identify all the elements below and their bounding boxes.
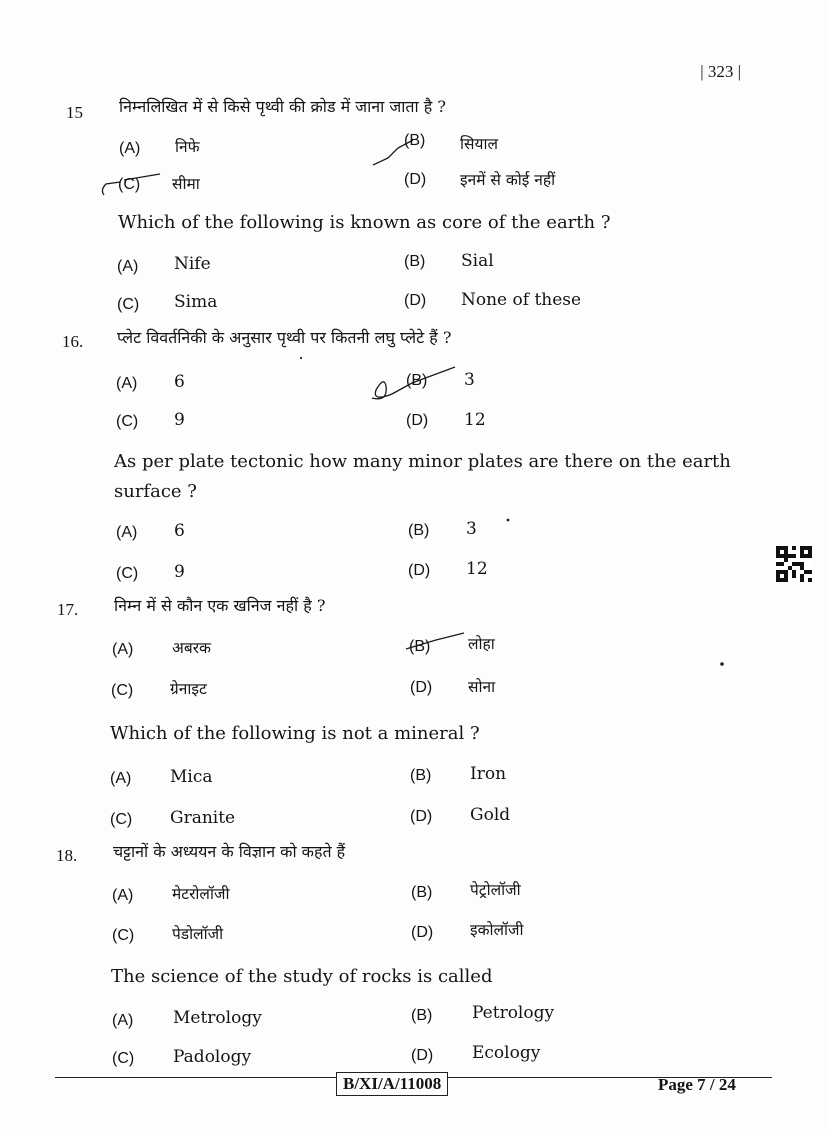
option-text: Metrology [173,1008,262,1028]
ink-dot [300,357,302,359]
option-label: (B) [411,884,433,901]
option-label: (A) [112,887,134,904]
option-label: (B) [406,372,428,389]
option-text: पेडोलॉजी [172,925,224,943]
option-text: सोना [468,678,496,696]
option-label: (C) [118,176,141,193]
question-text-english-line-1: As per plate tectonic how many minor plates are there on the earth [114,451,731,472]
question-number: 17. [57,600,79,619]
option-text: अबरक [172,639,211,657]
question-text-english-line-2: surface ? [114,481,197,502]
option-label: (B) [409,638,431,655]
option-text: Sial [461,251,494,271]
option-label: (D) [404,171,427,188]
option-label: (B) [404,132,426,149]
option-label: (D) [410,679,433,696]
page-indicator: Page 7 / 24 [658,1075,736,1094]
paper-code: B/XI/A/11008 [336,1072,448,1096]
question-text-hindi: निम्नलिखित में से किसे पृथ्वी की क्रोड में जाना जाता है ? [119,97,446,116]
option-label: (C) [111,682,134,699]
option-text: Petrology [472,1003,555,1023]
option-label: (C) [110,811,133,828]
option-text: None of these [461,290,582,310]
option-label: (D) [410,808,433,825]
ink-dot [720,662,724,666]
question-number: 16. [62,332,84,351]
option-label: (A) [116,524,138,541]
question-text-hindi: चट्टानों के अध्ययन के विज्ञान को कहते हैं [113,842,346,861]
option-label: (A) [112,1012,134,1029]
question-text-english: The science of the study of rocks is called [111,966,493,987]
option-text: सीमा [172,175,200,193]
option-text: लोहा [468,635,495,653]
ink-dot [507,519,510,522]
option-label: (C) [116,413,139,430]
option-text: इनमें से कोई नहीं [460,171,556,189]
option-label: (D) [406,412,429,429]
option-text: Gold [470,805,511,825]
question-text-english: Which of the following is not a mineral ? [110,723,480,744]
option-label: (C) [112,1050,135,1067]
page-number: | 323 | [700,62,741,81]
option-text: ग्रेनाइट [170,680,207,698]
option-text: Nife [174,254,211,274]
option-label: (C) [112,927,135,944]
option-text: 3 [464,370,475,390]
option-text: 12 [464,410,486,430]
question-text-hindi: निम्न में से कौन एक खनिज नहीं है ? [114,596,326,615]
option-text: 3 [466,519,477,539]
option-text: 9 [174,562,185,582]
option-text: सियाल [460,135,499,153]
option-label: (D) [404,292,427,309]
question-number: 15 [66,103,83,122]
option-text: इकोलॉजी [470,921,524,939]
option-text: 6 [174,521,185,541]
option-text: Ecology [472,1043,541,1063]
option-text: Padology [173,1047,252,1067]
option-label: (D) [411,924,434,941]
option-label: (D) [408,562,431,579]
option-label: (C) [117,296,140,313]
option-label: (A) [117,258,139,275]
option-label: (B) [411,1007,433,1024]
question-text-hindi: प्लेट विवर्तनिकी के अनुसार पृथ्वी पर कितनी लघु प्लेटे हैं ? [117,328,452,347]
option-label: (B) [408,522,430,539]
option-label: (D) [411,1047,434,1064]
option-label: (A) [119,140,141,157]
option-label: (B) [410,767,432,784]
option-text: 6 [174,372,185,392]
option-text: मेटरोलॉजी [172,885,230,903]
option-text: Iron [470,764,507,784]
option-text: Granite [170,808,236,828]
option-label: (A) [116,375,138,392]
option-label: (A) [112,641,134,658]
qr-code [776,546,812,582]
option-text: Mica [170,767,213,787]
option-text: Sima [174,292,218,312]
option-text: निफे [175,138,200,156]
option-label: (B) [404,253,426,270]
question-text-english: Which of the following is known as core of the earth ? [118,212,611,233]
question-number: 18. [56,846,78,865]
option-label: (A) [110,770,132,787]
option-text: 9 [174,410,185,430]
option-text: 12 [466,559,488,579]
qr-code-icon [776,546,812,582]
option-label: (C) [116,565,139,582]
option-text: पेट्रोलॉजी [470,881,521,899]
